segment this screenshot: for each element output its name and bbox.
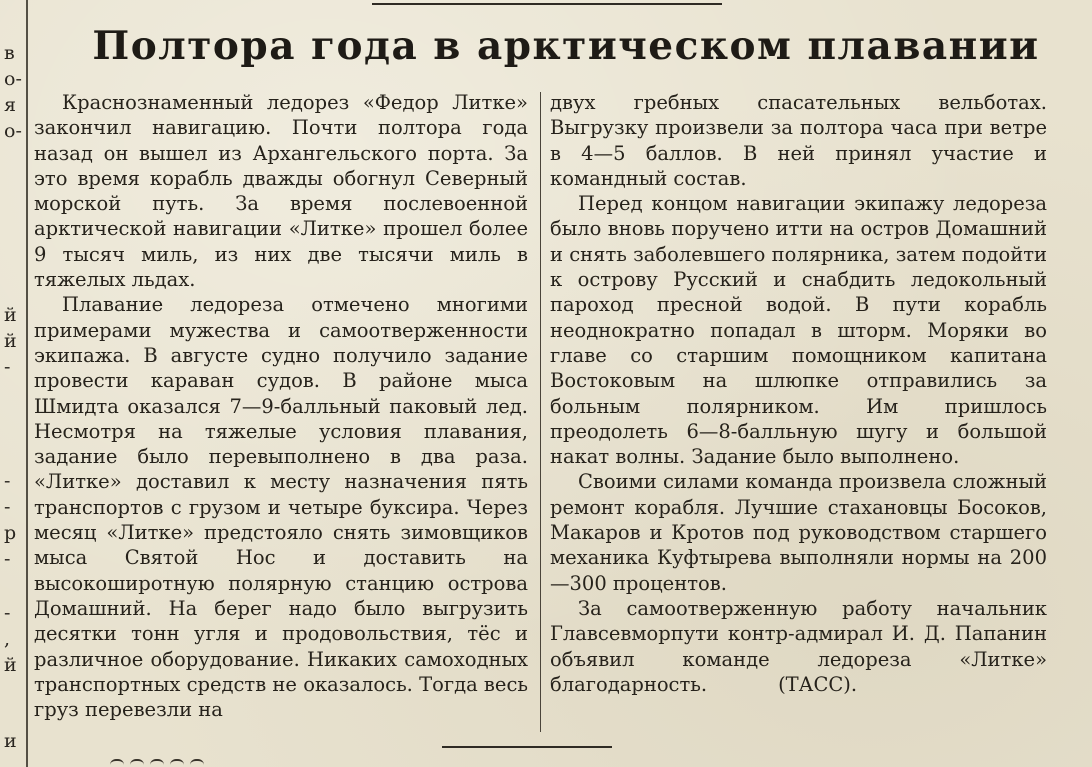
article-paragraph: Своими силами команда произвела сложный ремонт корабля. Лучшие стахановцы Босоков, Макаров и Кротов под руководством старшего механика Куфтырева выполняли нормы на 200—300 процентов. xyxy=(550,470,1047,595)
article-column-left xyxy=(34,90,528,722)
article-paragraph xyxy=(550,596,1047,697)
fragment-line: в xyxy=(4,42,15,64)
fragment-line: - xyxy=(4,356,11,378)
article-paragraph: двух гребных спасательных вельботах. Выгрузку произвели за полтора часа при ветре в 4—5 баллов. В ней принял участие и командный состав. xyxy=(550,91,1047,190)
article-signature: (ТАСС). xyxy=(778,672,858,696)
fragment-line: - xyxy=(4,548,11,570)
next-article-fragment xyxy=(110,758,310,767)
bottom-rule xyxy=(442,746,612,748)
fragment-line: р xyxy=(4,522,17,544)
article-headline: Полтора года в арктическом плавании xyxy=(92,23,1040,69)
fragment-line: и xyxy=(4,730,17,752)
fragment-line: й xyxy=(4,304,17,326)
article-paragraph: Плавание ледореза отмечено многими примерами мужества и самоотверженности экипажа. В августе судно получило задание провести караван судов. В районе мыса Шмидта оказался 7—9-балльный паковый лед. Несмотря на тяжелые условия плавания, задание было перевыполнено в два раза. «Литке» доставил к месту назначения пять транспортов с грузом и четыре буксира. Через месяц «Литке» предстояло снять зимовщиков мыса Святой Нос и доставить на высокоширотную полярную станцию острова Домашний. На берег надо было выгрузить десятки тонн угля и продовольствия, тёс и различное оборудование. Никаких самоходных транспортных средств не оказалось. Тогда весь груз перевезли на xyxy=(34,293,528,722)
fragment-line: - xyxy=(4,496,11,518)
fragment-line: о- xyxy=(4,68,22,90)
article-paragraph: Краснознаменный ледорез «Федор Литке» закончил навигацию. Почти полтора года назад он вышел из Архангельского порта. За это время корабль дважды обогнул Северный морской путь. За время послевоенной арктической навигации «Литке» прошел более 9 тысяч миль, из них две тысячи миль в тяжелых льдах. xyxy=(34,91,528,292)
fragment-line: о- xyxy=(4,120,22,142)
top-rule xyxy=(372,3,722,5)
column-divider xyxy=(540,92,541,732)
article-column-right xyxy=(550,90,1047,697)
fragment-line: й xyxy=(4,330,17,352)
closing-paragraph-text: За самоотверженную работу начальник Главсевморпути контр-адмирал И. Д. Папанин объявил команде ледореза «Литке» благодарность. xyxy=(550,596,1047,696)
fragment-line: й xyxy=(4,654,17,676)
column-rule xyxy=(26,0,28,767)
fragment-line: , xyxy=(4,628,11,650)
fragment-line: я xyxy=(4,94,16,116)
fragment-line: - xyxy=(4,470,11,492)
article-paragraph: Перед концом навигации экипажу ледореза было вновь поручено итти на остров Домашний и снять заболевшего полярника, затем подойти к острову Русский и снабдить ледокольный пароход пресной водой. В пути корабль неоднократно попадал в шторм. Моряки во главе со старшим помощником капитана Востоковым на шлюпке отправились за больным полярником. Им пришлось преодолеть 6—8-балльную шугу и большой накат волны. Задание было выполнено. xyxy=(550,192,1047,469)
fragment-line: - xyxy=(4,602,11,624)
